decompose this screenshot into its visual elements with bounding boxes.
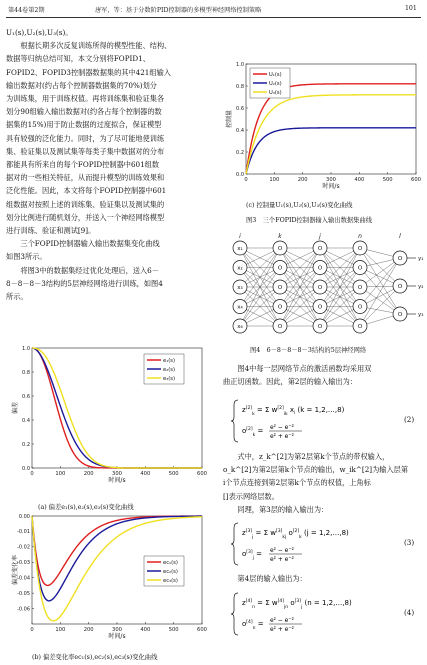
text-line: 集、验证集以及测试集等每类子集中数据对的分布 — [6, 146, 165, 156]
text-line: 将图3中的数据集经过优化处理后，送入6－ — [6, 265, 159, 275]
y-tick-label: 0.2 — [22, 441, 30, 448]
svg-text:z[2]k = Σ w[2]ik xi (k = 1,2,…: $z[2]_k = \Sigma$ $w[2]_{ik}$ $x_i$ (k = 1,2,…,8) — [242, 406, 345, 417]
equation-4-number: (4) — [404, 608, 415, 617]
equation-3 — [230, 520, 420, 568]
y-tick-label: 0.2 — [236, 149, 244, 156]
text-line: 曲正切函数。因此，第2层的输入输出为： — [223, 377, 357, 387]
chart-a — [4, 340, 209, 500]
legend-label: U₂(s) — [269, 81, 282, 87]
svg-text:o[3]j =: $o[3]_j$ = — [242, 550, 263, 561]
neuron-label: O — [277, 265, 283, 272]
right-para-1 — [223, 362, 371, 388]
svg-text:ez − e−z: $e^z - e^{-z}$ — [270, 616, 294, 624]
text-line: 根据长期多次反复训练所得的模型性能、结构、 — [6, 41, 172, 51]
text-line: 8－8－8－3结构的5层神经网络进行训练，如图4 — [6, 278, 163, 288]
x-axis-label: 时间/s — [322, 183, 340, 190]
output-label: y₂ — [418, 284, 424, 290]
equation-4 — [230, 590, 420, 638]
x-tick-label: 300 — [326, 177, 336, 183]
legend-label: ec₂(s) — [163, 569, 178, 575]
x-tick-label: 200 — [297, 177, 308, 183]
svg-text:ez − e−z: $e^z - e^{-z}$ — [270, 423, 294, 431]
text-line: 具有较强的泛化能力。同时，为了尽可能地使训练 — [6, 133, 165, 143]
text-line: FOPID2、FOPID3控制器数据集的其中421组输入 — [6, 67, 171, 77]
layer-label: k — [278, 233, 282, 240]
text-line: 三个FOPID控制器输入输出数据集变化曲线 — [6, 239, 160, 249]
neuron-label: x₆ — [237, 324, 243, 330]
neuron-label: O — [317, 246, 323, 252]
x-tick-label: 0 — [244, 177, 248, 183]
neuron-label: O — [317, 304, 323, 311]
neuron-label: O — [277, 285, 283, 291]
text-line: o_k^[2]为第2层第k个节点的输出，w_ik^[2]为输入层第 — [223, 465, 409, 475]
x-tick-label: 200 — [83, 471, 94, 477]
neuron-label: x₁ — [237, 246, 243, 252]
neuron-label: O — [357, 304, 363, 311]
svg-text:o[4]n =: $o[4]_n$ = — [242, 620, 264, 631]
x-tick-label: 300 — [112, 627, 122, 633]
y-tick-label: 0.8 — [236, 83, 244, 90]
y-tick-label: 0.8 — [22, 369, 30, 376]
neuron-label: O — [397, 312, 403, 318]
text-line: 划分90组输入输出数据对(约各占每个控制器的数 — [6, 107, 162, 117]
x-tick-label: 400 — [140, 627, 151, 633]
neuron-label: x₂ — [237, 265, 243, 272]
layer-label: n — [358, 233, 362, 240]
y-tick-label: -0.01 — [17, 529, 30, 536]
legend-label: U₃(s) — [269, 90, 282, 96]
neuron-label: O — [317, 265, 323, 272]
text-line: 据集的15%)用于防止数据的过度拟合，保证模型 — [6, 120, 162, 130]
legend-label: ec₁(s) — [163, 560, 178, 566]
neuron-label: O — [357, 285, 363, 291]
y-tick-label: -0.06 — [17, 606, 30, 613]
right-para-3: 第4层的输入输出为： — [223, 574, 307, 583]
text-line: 泛化性能。因此，本文将每个FOPID控制器中601 — [6, 186, 167, 196]
text-line: 数据等归纳总结可知，本文分别将FOPID1、 — [6, 54, 150, 64]
text-line: 进行训练、验证和测试[9]。 — [6, 226, 96, 236]
journal-volume: 第44卷第2期 — [8, 7, 45, 14]
text-line: 图4中每一层网络节点的激活函数均采用双 — [223, 364, 372, 373]
y-tick-label: 0.6 — [22, 393, 30, 400]
text-line: 如图3所示。 — [6, 252, 47, 262]
y-tick-label: 1.0 — [236, 61, 244, 68]
y-tick-label: 0.00 — [18, 513, 30, 520]
text-line: 划分比例进行随机划分，并送入一个神经网络模型 — [6, 212, 165, 222]
x-tick-label: 600 — [197, 471, 207, 477]
layer-label: i — [239, 233, 241, 240]
neuron-label: O — [357, 246, 363, 252]
x-axis-label: 时间/s — [108, 477, 126, 484]
x-tick-label: 600 — [411, 177, 421, 183]
x-tick-label: 400 — [354, 177, 365, 183]
caption-sub-b: (b) 偏差变化率ec₁(s),ec₂(s),ec₃(s)变化曲线 — [32, 654, 158, 661]
neuron-label: O — [277, 246, 283, 252]
svg-text:o[2]k =: $o[2]_k$ = — [242, 427, 264, 438]
svg-text:z[4]n = Σ w[4]jn o[3]j (n = 1,: $z[4]_n = \Sigma$ $w[4]_{jn}$ $o[3]_j$ (n = 1,2,…,8) — [242, 599, 352, 610]
text-line: 式中，z_k^[2]为第2层第k个节点的带权输入， — [223, 452, 390, 461]
y-axis-label: 偏差 — [12, 401, 19, 415]
x-tick-label: 500 — [168, 471, 179, 477]
text-line: 为训练集，用于训练权值。再将训练集和验证集各 — [6, 94, 165, 104]
layer-label: j — [319, 233, 321, 240]
equation-2-number: (2) — [404, 415, 415, 424]
figure-3-caption: 图3 三个FOPID控制器输入输出数据集曲线 — [246, 217, 373, 224]
y-tick-label: 0.0 — [236, 171, 244, 178]
legend-label: e₁(s) — [163, 358, 176, 364]
y-tick-label: 0.4 — [22, 417, 30, 424]
neuron-label: O — [357, 265, 363, 272]
x-tick-label: 500 — [382, 177, 393, 183]
text-line: 输出数据对(约占每个控制器数据集的70%)划分 — [6, 80, 157, 90]
x-tick-label: 200 — [83, 627, 94, 633]
legend-label: U₁(s) — [269, 72, 282, 78]
y-tick-label: 0.0 — [22, 465, 30, 472]
x-tick-label: 0 — [30, 471, 34, 477]
neuron-label: x₄ — [237, 304, 243, 311]
x-tick-label: 100 — [269, 177, 280, 183]
x-tick-label: 400 — [140, 471, 151, 477]
x-tick-label: 100 — [55, 627, 66, 633]
legend-label: e₂(s) — [163, 367, 176, 373]
legend-label: ec₃(s) — [163, 578, 178, 584]
neuron-label: O — [357, 324, 363, 330]
svg-text:ez + e−z: $e^z + e^{-z}$ — [270, 432, 294, 440]
text-line: i个节点连接到第2层第k个节点的权值，上角标 — [223, 478, 371, 488]
chart-b — [4, 510, 209, 650]
x-tick-label: 300 — [112, 471, 122, 477]
svg-text:ez + e−z: $e^z + e^{-z}$ — [270, 555, 294, 563]
output-label: y₃ — [418, 312, 424, 318]
svg-text:ez + e−z: $e^z + e^{-z}$ — [270, 625, 294, 633]
neuron-label: O — [277, 324, 283, 330]
neuron-label: O — [317, 324, 323, 330]
text-line: U₁(s),U₂(s),U₃(s)。 — [6, 28, 73, 37]
output-label: y₁ — [418, 256, 424, 262]
text-line: 组数据对按照上述的训练集、验证集以及测试集的 — [6, 199, 165, 209]
figure-4-caption: 图4 6－8－8－8－3结构的5层神经网络 — [250, 347, 367, 354]
neuron-label: O — [397, 284, 403, 290]
left-column-text — [6, 26, 211, 303]
text-line: 据对的一些相关特征，从而提升模型的训练效果和 — [6, 173, 165, 183]
x-tick-label: 500 — [168, 627, 179, 633]
svg-text:z[3]j = Σ w[3]kj o[2]k (j = 1,: $z[3]_j = \Sigma$ $w[3]_{kj}$ $o[2]_k$ (j = 1,2,…,8) — [242, 529, 349, 540]
text-line: 都能具有所来自的每个FOPID控制器中601组数 — [6, 160, 160, 170]
x-tick-label: 0 — [30, 627, 34, 633]
equation-3-number: (3) — [404, 538, 415, 547]
legend-label: e₃(s) — [163, 376, 176, 382]
chart-c — [218, 58, 423, 198]
page-number: 101 — [405, 5, 417, 12]
y-axis-label: 控制量 — [226, 109, 233, 129]
y-tick-label: -0.02 — [17, 544, 30, 551]
text-line: []表示网络层数。 — [223, 491, 279, 501]
layer-label: l — [399, 233, 401, 240]
x-tick-label: 600 — [197, 627, 207, 633]
y-tick-label: -0.05 — [17, 590, 30, 597]
caption-sub-c: (c) 控制量U₁(s),U₂(s),U₃(s)变化曲线 — [246, 202, 353, 209]
x-axis-label: 时间/s — [108, 633, 126, 640]
y-tick-label: 1.0 — [22, 345, 30, 352]
svg-text:ez − e−z: $e^z - e^{-z}$ — [270, 546, 294, 554]
header-rule — [6, 17, 421, 18]
y-tick-label: -0.03 — [17, 560, 30, 567]
y-axis-label: 偏差变化率 — [12, 554, 19, 586]
right-para-2 — [223, 450, 408, 516]
neural-network-diagram — [222, 230, 422, 340]
y-tick-label: 0.4 — [236, 127, 244, 134]
text-line: 所示。 — [6, 292, 28, 302]
equation-2 — [230, 397, 420, 445]
neuron-label: O — [397, 256, 403, 262]
neuron-label: O — [277, 304, 283, 311]
text-line: 同理，第3层的输入输出为： — [223, 504, 329, 514]
neuron-label: x₃ — [237, 285, 243, 291]
x-tick-label: 100 — [55, 471, 66, 477]
y-tick-label: 0.6 — [236, 105, 244, 112]
caption-sub-a: (a) 偏差e₁(s),e₂(s),e₃(s)变化曲线 — [38, 504, 134, 511]
running-title: 唐军，等：基于分数阶PID控制器的多模型神经网络控制策略 — [95, 7, 262, 14]
y-tick-label: -0.04 — [17, 575, 30, 582]
neuron-label: O — [317, 285, 323, 291]
